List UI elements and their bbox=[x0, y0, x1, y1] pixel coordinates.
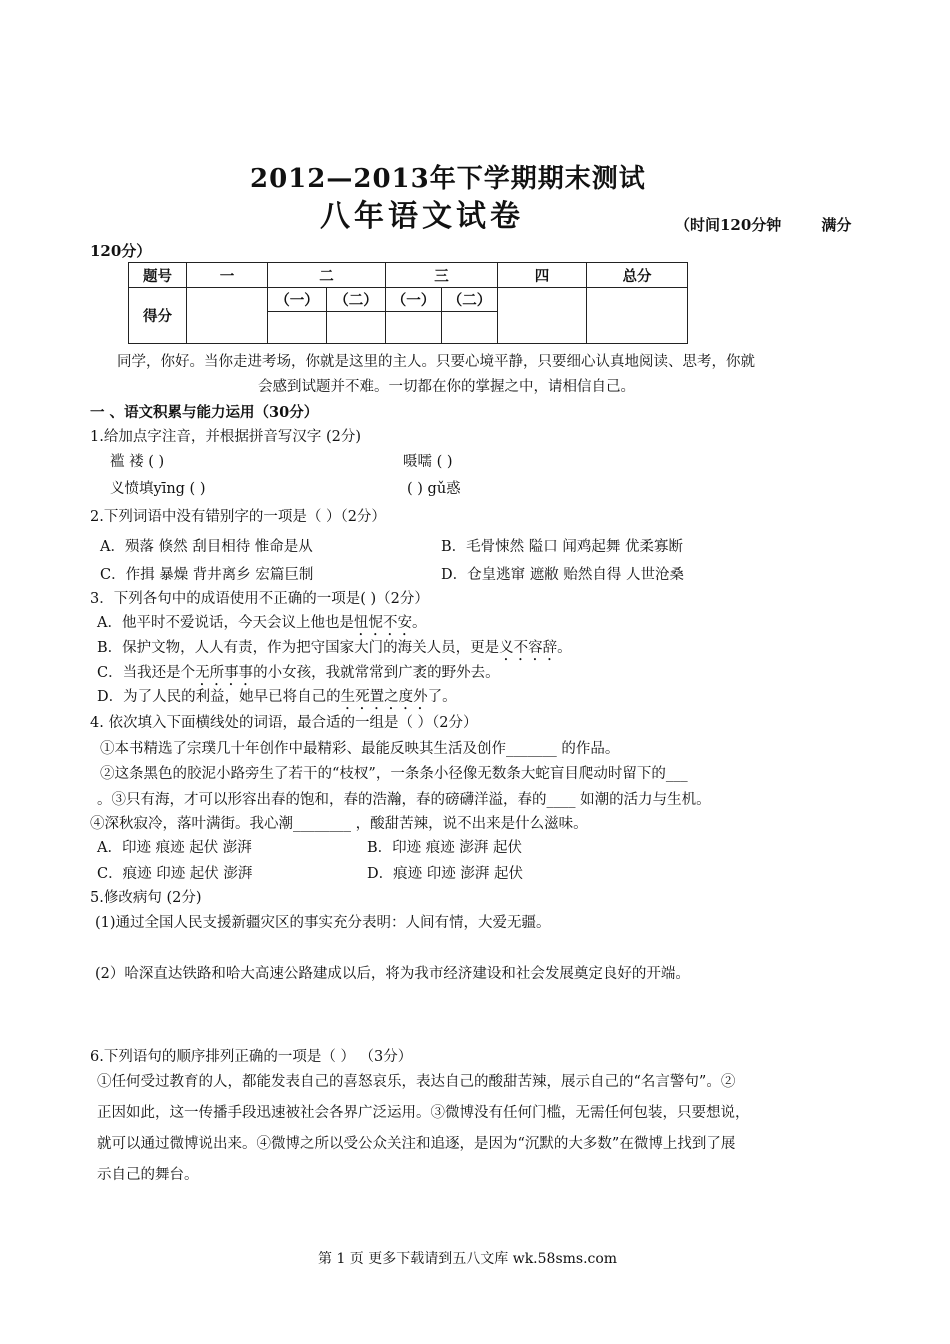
q4-option-a: A．印迹 痕迹 起伏 澎湃 bbox=[97, 840, 252, 856]
q1-stem: 1.给加点字注音，并根据拼音写汉字 (2分) bbox=[90, 429, 361, 445]
score-sub-header-3-1: （一） bbox=[386, 288, 442, 312]
q4-option-d: D．痕迹 印迹 澎湃 起伏 bbox=[367, 866, 523, 882]
q6-stem: 6.下列语句的顺序排列正确的一项是（ ） （3分） bbox=[90, 1049, 413, 1065]
q4-option-b: B．印迹 痕迹 澎湃 起伏 bbox=[367, 840, 522, 856]
q3-idiom-a: 忸怩不安 bbox=[353, 615, 412, 631]
intro-line1: 同学，你好。当你走进考场，你就是这里的主人。只要心境平静，只要细心认真地阅读、思考，你就 bbox=[117, 354, 755, 370]
score-sub-header-2-1: （一） bbox=[268, 288, 327, 312]
q3-option-a: A．他平时不爱说话，今天会议上他也是忸怩不安。 bbox=[97, 615, 427, 631]
q3-option-d: D．为了人民的利益，她早已将自己的生死置之度外了。 bbox=[97, 689, 457, 705]
score-header-total: 总分 bbox=[587, 263, 688, 288]
q5-sentence1: (1)通过全国人民支援新疆灾区的事实充分表明：人间有情，大爱无疆。 bbox=[95, 915, 551, 931]
q3-option-c: C．当我还是个无所事事的小女孩，我就常常到广袤的野外去。 bbox=[97, 665, 500, 681]
q6-passage-line2: 正因如此，这一传播手段迅速被社会各界广泛运用。③微博没有任何门槛，无需任何包装，只要想说， bbox=[97, 1105, 750, 1121]
q2-option-d: D．仓皇逃窜 遮敝 贻然自得 人世沧桑 bbox=[441, 567, 684, 583]
q6-passage-line1: ①任何受过教育的人，都能发表自己的喜怒哀乐，表达自己的酸甜苦辣，展示自己的“名言警句”。② bbox=[97, 1074, 736, 1090]
q3-idiom-d: 生死置之度外 bbox=[340, 689, 428, 705]
intro-line2: 会感到试题并不难。一切都在你的掌握之中，请相信自己。 bbox=[258, 379, 635, 395]
q2-option-b: B．毛骨悚然 隘口 闻鸡起舞 优柔寡断 bbox=[441, 539, 683, 555]
q4-stem: 4. 依次填入下面横线处的词语，最合适的一组是（ ）（2分） bbox=[90, 715, 478, 731]
score-sub-header-3-2: （二） bbox=[442, 288, 498, 312]
score-cell-part1[interactable] bbox=[187, 288, 268, 344]
score-table bbox=[128, 262, 688, 344]
q6-passage-line4: 示自己的舞台。 bbox=[97, 1167, 199, 1183]
score-sub-header-2-2: （二） bbox=[327, 288, 386, 312]
exam-title-line2: 八年语文试卷 bbox=[320, 199, 524, 234]
q2-option-a: A．殒落 倏然 刮目相待 惟命是从 bbox=[100, 539, 313, 555]
q5-sentence2: (2）哈深直达铁路和哈大高速公路建成以后，将为我市经济建设和社会发展奠定良好的开端。 bbox=[95, 966, 690, 982]
score-cell-3-2[interactable] bbox=[442, 312, 498, 344]
q4-sentence4: ④深秋寂冷，落叶满街。我心潮________ ，酸甜苦辣，说不出来是什么滋味。 bbox=[90, 816, 588, 832]
q5-stem: 5.修改病句 (2分) bbox=[90, 890, 202, 906]
score-cell-part4[interactable] bbox=[498, 288, 587, 344]
q1-item-d: ( ) gǔ惑 bbox=[407, 481, 461, 497]
score-cell-2-2[interactable] bbox=[327, 312, 386, 344]
q2-stem: 2.下列词语中没有错别字的一项是（ ）（2分） bbox=[90, 509, 386, 525]
q2-option-c: C．作揖 暴燥 背井离乡 宏篇巨制 bbox=[100, 567, 314, 583]
score-header-part4: 四 bbox=[498, 263, 587, 288]
full-score-value: 120分） bbox=[90, 242, 152, 260]
score-header-part1: 一 bbox=[187, 263, 268, 288]
q4-sentence1: ①本书精选了宗璞几十年创作中最精彩、最能反映其生活及创作_______ 的作品。 bbox=[100, 741, 620, 757]
q4-option-c: C．痕迹 印迹 起伏 澎湃 bbox=[97, 866, 253, 882]
full-score-label: 满分 bbox=[821, 216, 852, 234]
q1-item-b: 嗫嚅 ( ) bbox=[403, 454, 453, 470]
q4-sentence2: ②这条黑色的胶泥小路旁生了若干的“枝杈”，一条条小径像无数条大蛇盲目爬动时留下的___ bbox=[100, 766, 688, 782]
exam-time-info bbox=[675, 214, 851, 235]
time-label: （时间120分钟 bbox=[675, 216, 782, 234]
score-cell-total[interactable] bbox=[587, 288, 688, 344]
score-header-part2: 二 bbox=[268, 263, 386, 288]
q3-idiom-b: 义不容辞 bbox=[499, 640, 558, 656]
score-cell-3-1[interactable] bbox=[386, 312, 442, 344]
q3-option-b: B．保护文物，人人有责，作为把守国家大门的海关人员，更是义不容辞。 bbox=[97, 640, 572, 656]
section1-title: 一 、语文积累与能力运用（30分） bbox=[90, 404, 319, 421]
score-header-question-number: 题号 bbox=[129, 263, 187, 288]
q1-item-a: 褴 褛 ( ) bbox=[110, 454, 165, 470]
q3-idiom-c: 无所事事 bbox=[195, 665, 254, 681]
q3-stem: 3．下列各句中的成语使用不正确的一项是( )（2分） bbox=[90, 591, 429, 607]
score-header-part3: 三 bbox=[386, 263, 498, 288]
q4-sentence3: 。③只有海，才可以形容出春的饱和，春的浩瀚，春的磅礴洋溢，春的____ 如潮的活力与生机。 bbox=[97, 792, 711, 808]
q1-item-c: 义愤填yīng ( ) bbox=[110, 481, 206, 497]
score-row-label: 得分 bbox=[129, 288, 187, 344]
q6-passage-line3: 就可以通过微博说出来。④微博之所以受公众关注和追逐，是因为“沉默的大多数”在微博上找到了展 bbox=[97, 1136, 736, 1152]
exam-title-line1: 2012—2013年下学期期末测试 bbox=[250, 164, 646, 194]
q6-passage bbox=[97, 1067, 750, 1191]
score-cell-2-1[interactable] bbox=[268, 312, 327, 344]
page-footer: 第 1 页 更多下载请到五八文库 wk.58sms.com bbox=[318, 1251, 618, 1267]
